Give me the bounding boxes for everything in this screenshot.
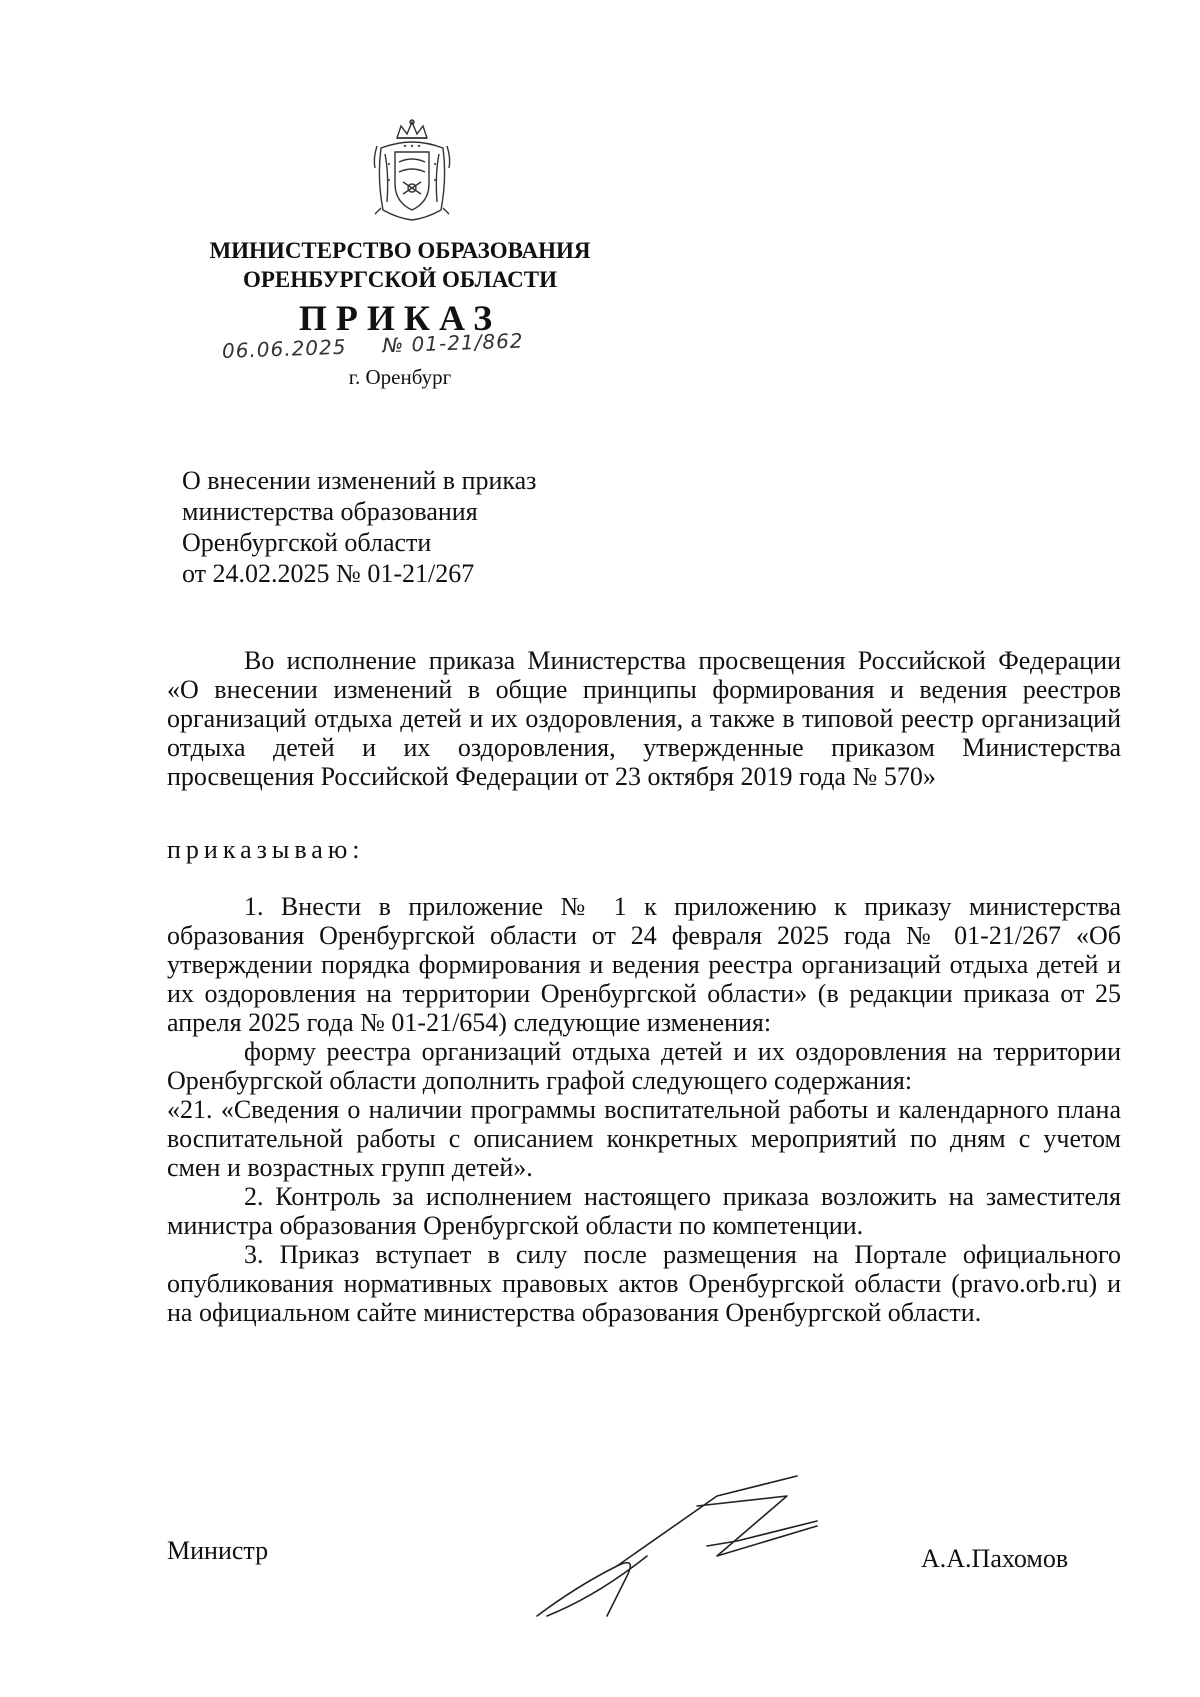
subject-line: министерства образования <box>182 497 478 526</box>
document-type: ПРИКАЗ <box>298 298 502 338</box>
ministry-line-2: ОРЕНБУРГСКОЙ ОБЛАСТИ <box>242 267 558 292</box>
order-word: приказываю: <box>167 835 365 864</box>
signature-block <box>167 1536 1121 1666</box>
city: г. Оренбург <box>348 365 452 389</box>
item-2-paragraph: 2. Контроль за исполнением настоящего приказа возложить на заместителя министра образования Оренбургской области по компетенции. <box>167 1182 1121 1240</box>
subject-line: Оренбургской области <box>182 528 432 557</box>
coat-of-arms-icon <box>367 118 457 224</box>
subject-line: О внесении изменений в приказ <box>182 466 537 495</box>
item-1-subparagraph: форму реестра организаций отдыха детей и их оздоровления на территории Оренбургской области дополнить графой следующего содержания: <box>167 1037 1121 1095</box>
handwritten-number: № 01-21/862 <box>381 328 524 358</box>
ministry-line-1: МИНИСТЕРСТВО ОБРАЗОВАНИЯ <box>209 238 591 263</box>
preamble-paragraph: Во исполнение приказа Министерства просвещения Российской Федерации «О внесении изменений в общие принципы формирования и ведения реестров организаций отдыха детей и их оздоровления, а также в типовой реестр организаций отдыха детей и их оздоровления, утвержденные приказом Министерства просвещения Российской Федерации от 23 октября 2019 года № 570» <box>167 646 1121 791</box>
item-3-paragraph: 3. Приказ вступает в силу после размещения на Портале официального опубликования нормативных правовых актов Оренбургской области (pravo.orb.ru) и на официальном сайте министерства образования Оренбургской области. <box>167 1240 1121 1327</box>
document-subject <box>182 465 702 589</box>
subject-line: от 24.02.2025 № 01-21/267 <box>182 559 475 588</box>
item-1-quote: «21. «Сведения о наличии программы воспитательной работы и календарного плана воспитательной работы с описанием конкретных мероприятий по дням с учетом смен и возрастных групп детей». <box>167 1095 1121 1182</box>
document-body <box>167 646 1121 1327</box>
signatory-title: Министр <box>167 1536 269 1565</box>
handwritten-signature <box>517 1466 857 1626</box>
signatory-name: А.А.Пахомов <box>921 1544 1069 1573</box>
ministry-name <box>180 236 620 294</box>
item-1-paragraph: 1. Внести в приложение № 1 к приложению к приказу министерства образования Оренбургской области от 24 февраля 2025 года № 01-21/267 «Об утверждении порядка формирования и ведения реестра организаций отдыха детей и их оздоровления на территории Оренбургской области» (в редакции приказа от 25 апреля 2025 года № 01-21/654) следующие изменения: <box>167 892 1121 1037</box>
handwritten-date: 06.06.2025 <box>221 334 347 363</box>
